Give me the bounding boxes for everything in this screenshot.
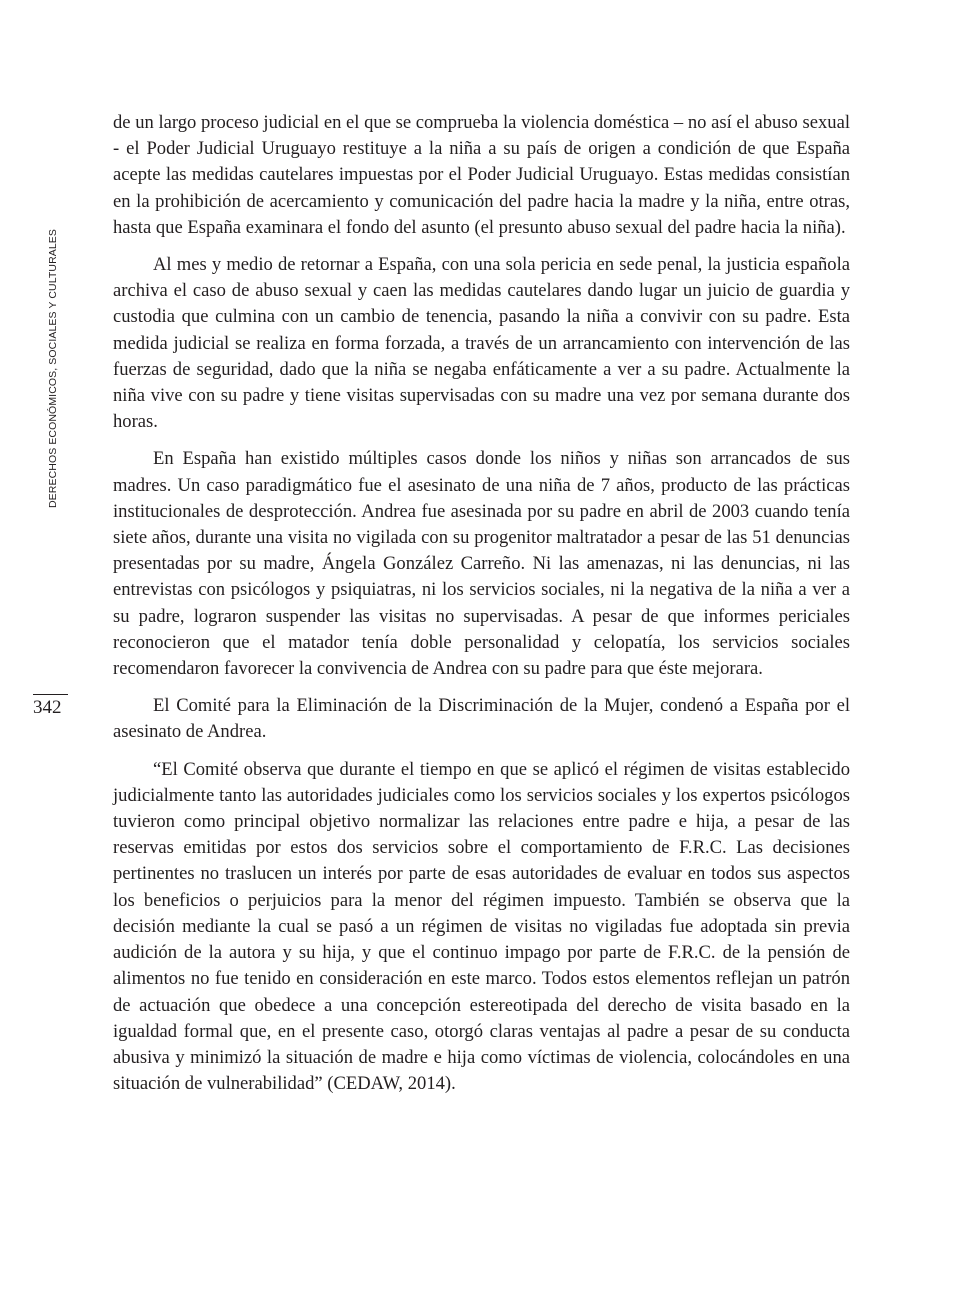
paragraph-continuation: de un largo proceso judicial en el que se comprueba la violencia doméstica – no así el abuso sexual - el Poder Judicial Uruguayo restituye a la niña a su país de origen a condición de que España acepte las medidas cautelares impuestas por el Poder Judicial Uruguayo. Estas medidas consistían en la prohibición de acercamiento y comunicación del padre hacia la madre y la niña, entre otras, hasta que España examinara el fondo del asunto (el presunto abuso sexual del padre hacia la niña).	[113, 112, 850, 238]
paragraph: Al mes y medio de retornar a España, con una sola pericia en sede penal, la justicia española archiva el caso de abuso sexual y caen las medidas cautelares dando lugar un juicio de guardia y custodia que culmina con un cambio de tenencia, pasando la niña a convivir con su padre. Esta medida judicial se realiza en forma forzada, a través de un arrancamiento con intervención de las fuerzas de seguridad, dado que la niña se negaba enfáticamente a ver a su padre. Actualmente la niña vive con su padre y tiene visitas supervisadas con su madre una vez por semana durante dos horas.	[113, 254, 850, 433]
page-number-rule	[33, 694, 68, 695]
paragraph: En España han existido múltiples casos donde los niños y niñas son arrancados de sus madres. Un caso paradigmático fue el asesinato de una niña de 7 años, producto de las prácticas institucionales de desprotección. Andrea fue asesinada por su padre en abril de 2003 cuando tenía siete años, durante una visita no vigilada con su progenitor maltratador a pesar de las 51 denuncias presentadas por su madre, Ángela González Carreño. Ni las amenazas, ni las denuncias, ni las entrevistas con psicólogos y psiquiatras, ni los servicios sociales, ni la negativa de la niña a ver a su padre, lograron suspender las visitas no supervisadas. A pesar de que informes periciales reconocieron que el matador tenía doble personalidad y celopatía, los servicios sociales recomendaron favorecer la convivencia de Andrea con su padre para que éste mejorara.	[113, 448, 850, 680]
paragraph: El Comité para la Eliminación de la Discriminación de la Mujer, condenó a España por el asesinato de Andrea.	[113, 695, 850, 743]
page-number: 342	[33, 697, 62, 718]
body-text	[113, 110, 850, 1108]
quotation-paragraph: “El Comité observa que durante el tiempo en que se aplicó el régimen de visitas establecido judicialmente tanto las autoridades judiciales como los servicios sociales y los expertos psicólogos tuvieron como principal objetivo normalizar las relaciones entre padre e hija, a pesar de las reservas emitidas por estos dos servicios sobre el comportamiento de F.R.C. Las decisiones pertinentes no traslucen un interés por parte de esas autoridades de evaluar en todos sus aspectos los beneficios o perjuicios para la menor del régimen impuesto. También se observa que la decisión mediante la cual se pasó a un régimen de visitas no vigiladas fue adoptada sin previa audición de la autora y su hija, y que el continuo impago por parte de F.R.C. de la pensión de alimentos no fue tenido en consideración en este marco. Todos estos elementos reflejan un patrón de actuación que obedece a una concepción estereotipada del derecho de visita basado en la igualdad formal que, en el presente caso, otorgó claras ventajas al padre a pesar de su conducta abusiva y minimizó la situación de madre e hija como víctimas de violencia, colocándoles en una situación de vulnerabilidad” (CEDAW, 2014).	[113, 758, 850, 1095]
running-header: DERECHOS ECONÓMICOS, SOCIALES Y CULTURALES	[47, 228, 59, 508]
